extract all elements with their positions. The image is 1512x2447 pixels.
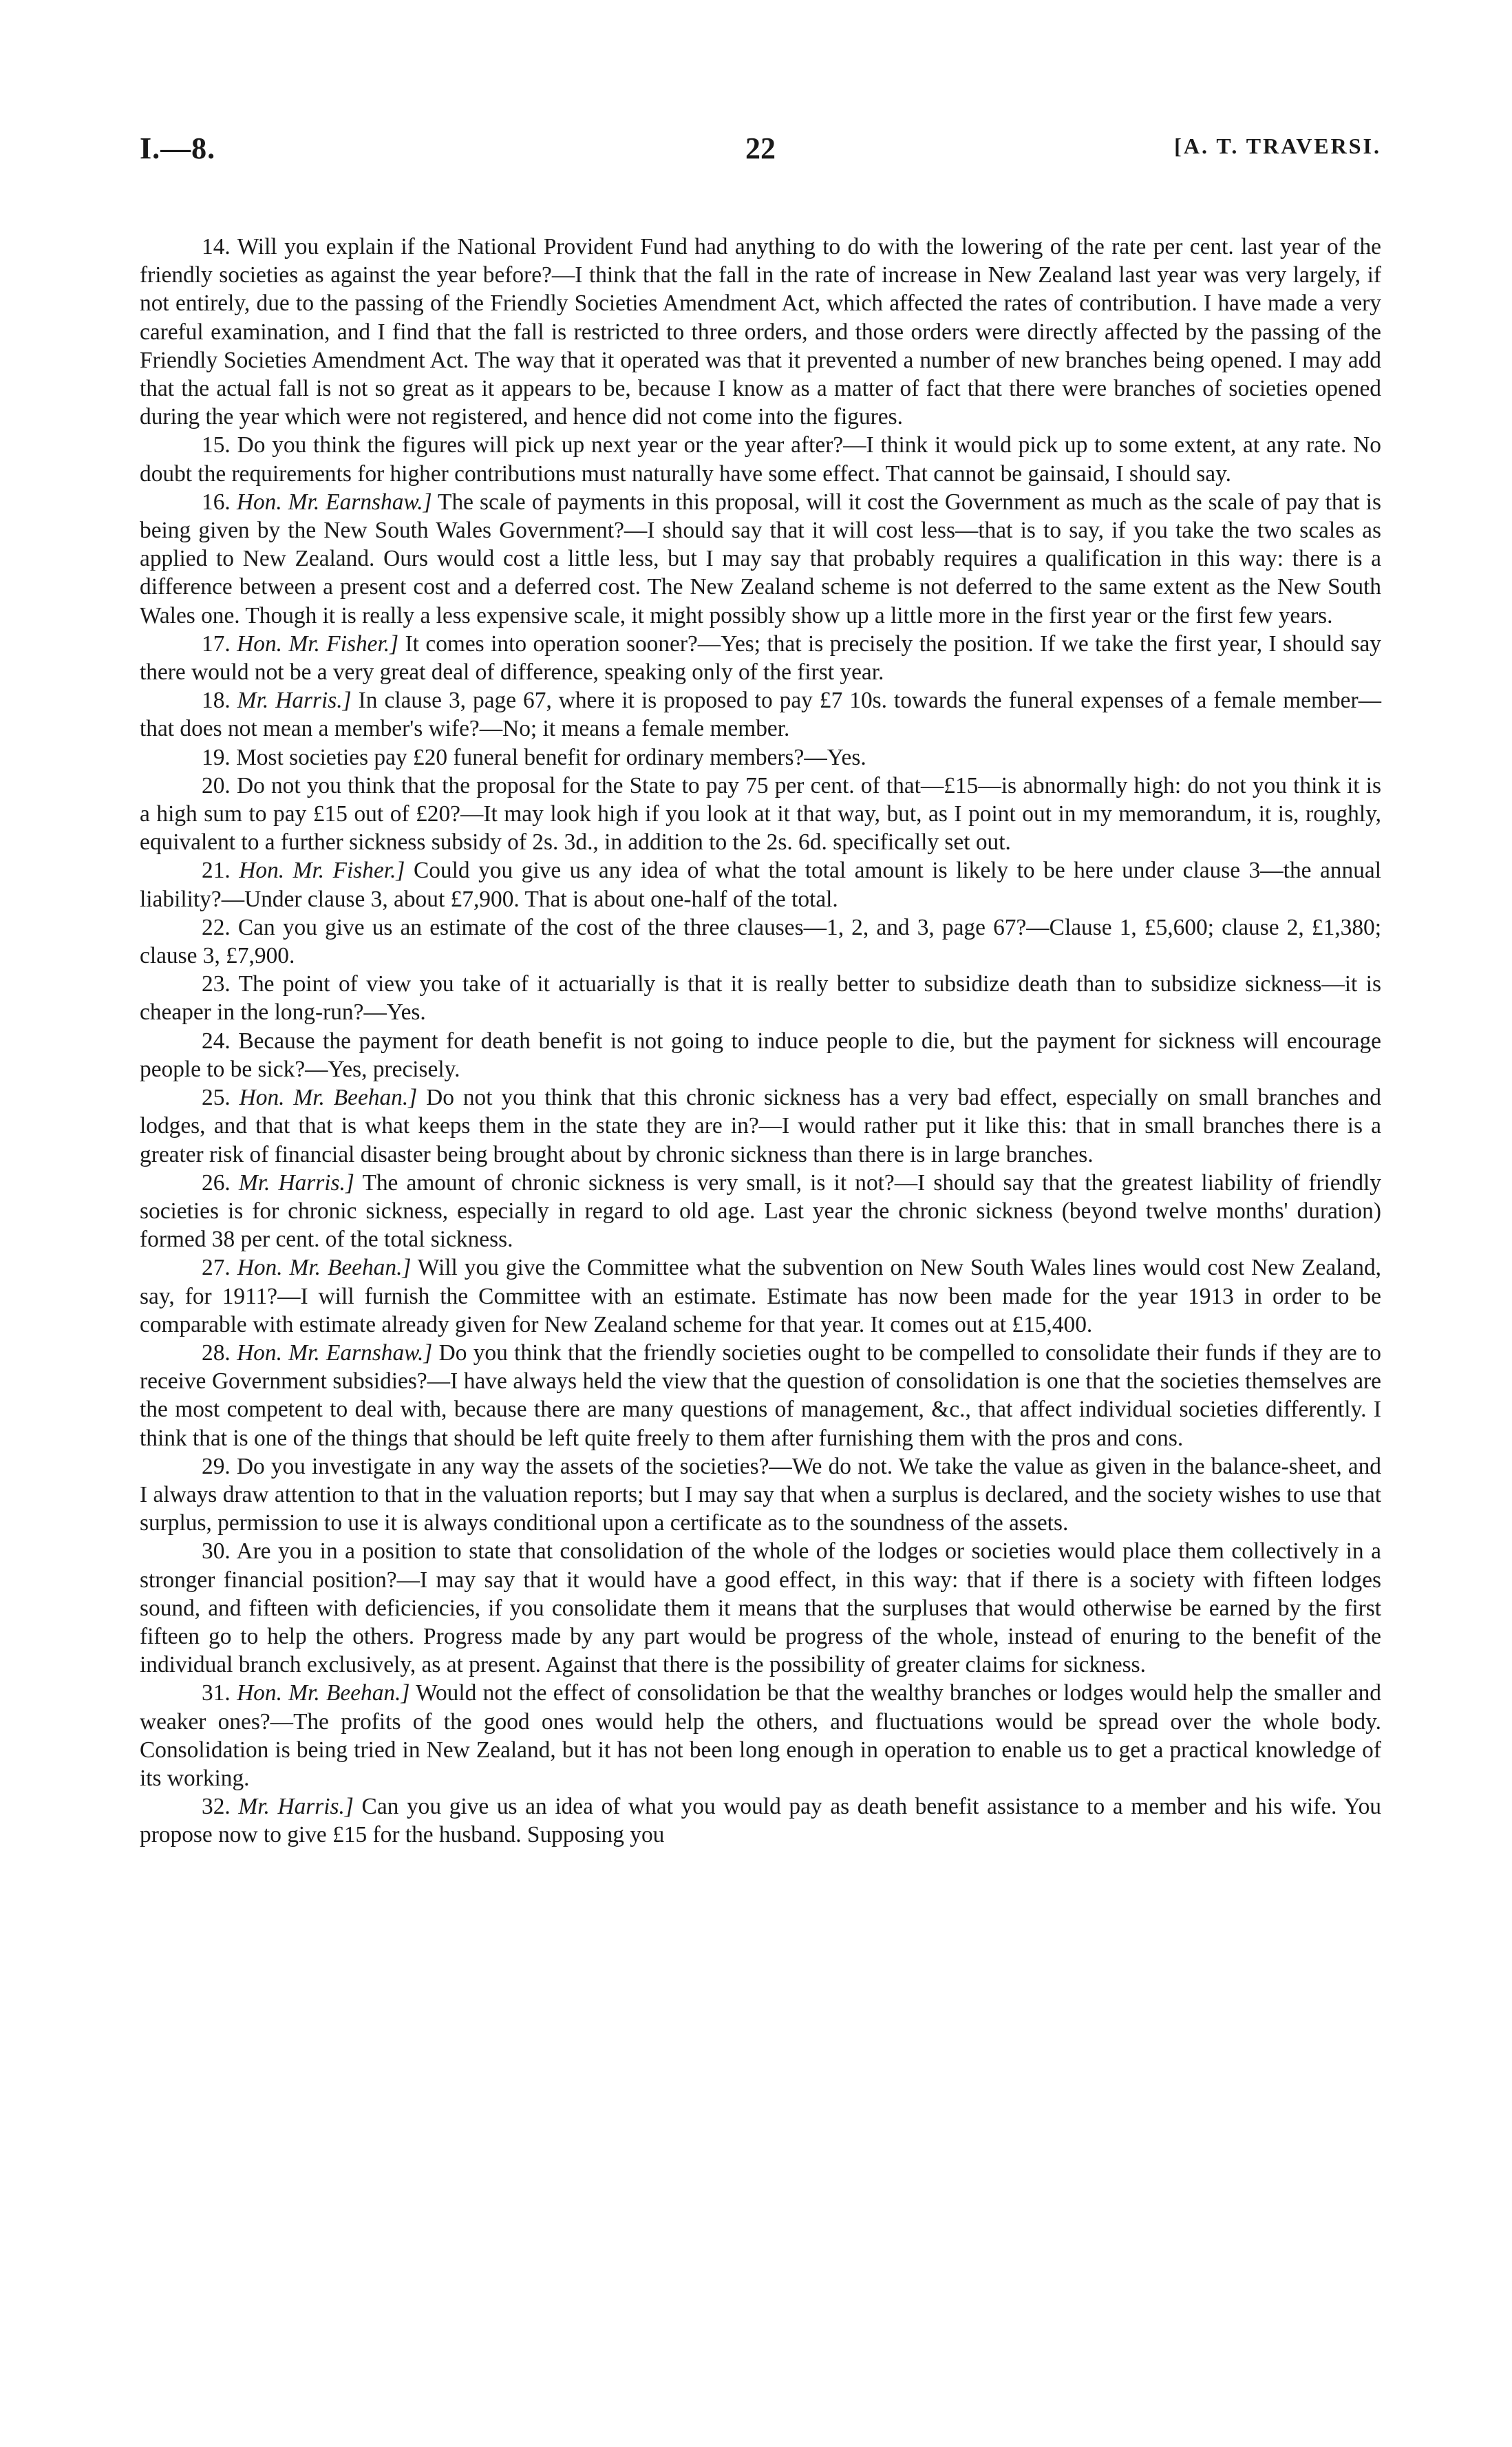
- question-paragraph: [140, 970, 1381, 1026]
- question-paragraph: [140, 630, 1381, 686]
- question-number: 19.: [202, 744, 231, 770]
- question-answer-text: Can you give us an idea of what you would pay as death benefit assistance to a member and his wife. You propose now to give £15 for the husband. Supposing you: [140, 1794, 1381, 1848]
- question-answer-text: The amount of chronic sickness is very small, is it not?—I should say that the greatest liability of friendly societies is for chronic sickness, especially in regard to old age. Last year the chronic sickness (beyond twelve months' duration) formed 38 per cent. of the total sickness.: [140, 1169, 1381, 1253]
- witness-name: [A. T. TRAVERSI.: [1174, 134, 1381, 158]
- question-answer-text: It comes into operation sooner?—Yes; that is precisely the position. If we take the first year, I should say there would not be a very great deal of difference, speaking only of the first year.: [140, 631, 1381, 686]
- question-answer-text: Most societies pay £20 funeral benefit for ordinary members?—Yes.: [236, 744, 866, 770]
- question-paragraph: [140, 1792, 1381, 1849]
- question-number: 32.: [202, 1794, 231, 1820]
- question-number: 30.: [202, 1538, 231, 1565]
- question-paragraph: [140, 1537, 1381, 1679]
- question-answer-text: Will you explain if the National Provident Fund had anything to do with the lowering of the rate per cent. last year of the friendly societies as against the year before?—I think that the fall in the rate of increase in New Zealand last year was very largely, if not entirely, due to the passing of the Friendly Societies Amendment Act, which affected the rates of contribution. I have made a very careful examination, and I find that the fall is restricted to three orders, and those orders were directly affected by the passing of the Friendly Societies Amendment Act. The way that it operated was that it prevented a number of new branches being opened. I may add that the actual fall is not so great as it appears to be, because I know as a matter of fact that there were branches of societies opened during the year which were not registered, and hence did not come into the figures.: [140, 234, 1382, 430]
- speaker-name: Hon. Mr. Beehan.]: [237, 1680, 410, 1706]
- question-number: 28.: [202, 1339, 231, 1366]
- question-number: 26.: [202, 1169, 231, 1196]
- question-paragraph: [140, 431, 1381, 487]
- speaker-name: Hon. Mr. Fisher.]: [239, 858, 405, 884]
- question-answer-text: Could you give us any idea of what the total amount is likely to be here under clause 3—the annual liability?—Under clause 3, about £7,900. That is about one-half of the total.: [140, 858, 1381, 912]
- evidence-body: [140, 233, 1381, 1850]
- question-answer-text: Will you give the Committee what the subvention on New South Wales lines would cost New Zealand, say, for 1911?—I will furnish the Committee with an estimate. Estimate has now been made for the year 1913 in order to be comparable with estimate already given for New Zealand scheme for that year. It comes out at £15,400.: [140, 1255, 1381, 1337]
- speaker-name: Hon. Mr. Earnshaw.]: [236, 489, 432, 515]
- speaker-name: Hon. Mr. Beehan.]: [237, 1255, 412, 1281]
- question-answer-text: Do not you think that this chronic sickness has a very bad effect, especially on small branches and lodges, and that that is what keeps them in the state they are in?—I would rather put it like this: that in small branches there is a greater risk of financial disaster being brought about by chronic sickness than there is in large branches.: [140, 1085, 1381, 1167]
- question-paragraph: [140, 488, 1381, 630]
- question-number: 17.: [202, 631, 231, 657]
- question-paragraph: [140, 1679, 1381, 1792]
- question-number: 23.: [202, 971, 231, 997]
- question-answer-text: Are you in a position to state that consolidation of the whole of the lodges or societies would place them collectively in a stronger financial position?—I may say that it would have a good effect, in this way: that if there is a society with fifteen lodges sound, and fifteen with deficiencies, if you consolidate them it means that the surpluses that would otherwise be earned by the first fifteen go to help the others. Progress made by any part would be progress of the whole, instead of enuring to the benefit of the individual branch exclusively, as at present. Against that there is the possibility of greater claims for sickness.: [140, 1538, 1381, 1678]
- question-answer-text: Do you investigate in any way the assets of the societies?—We do not. We take the value as given in the balance-sheet, and I always draw attention to that in the valuation reports; but I may say that when a surplus is declared, and the society wishes to use that surplus, permission to use it is always conditional upon a certificate as to the soundness of the assets.: [140, 1453, 1381, 1536]
- question-paragraph: [140, 1169, 1381, 1254]
- question-paragraph: [140, 1339, 1381, 1452]
- question-number: 14.: [202, 234, 231, 259]
- question-number: 22.: [202, 914, 231, 940]
- speaker-name: Mr. Harris.]: [238, 1794, 354, 1820]
- question-number: 29.: [202, 1453, 231, 1479]
- question-paragraph: [140, 743, 1381, 772]
- question-answer-text: Do you think the figures will pick up next year or the year after?—I think it would pick up to some extent, at any rate. No doubt the requirements for higher contributions must naturally have some effect. That cannot be gainsaid, I should say.: [140, 432, 1381, 487]
- question-answer-text: In clause 3, page 67, where it is proposed to pay £7 10s. towards the funeral expenses of a female member—that does not mean a member's wife?—No; it means a female member.: [140, 688, 1381, 742]
- question-number: 24.: [202, 1028, 231, 1054]
- page-number: 22: [745, 131, 776, 165]
- question-number: 25.: [202, 1085, 231, 1111]
- question-number: 27.: [202, 1255, 231, 1281]
- question-answer-text: Can you give us an estimate of the cost of the three clauses—1, 2, and 3, page 67?—Clause 1, £5,600; clause 2, £1,380; clause 3, £7,900.: [140, 914, 1381, 969]
- speaker-name: Hon. Mr. Earnshaw.]: [237, 1339, 433, 1366]
- question-paragraph: [140, 913, 1381, 970]
- question-number: 18.: [202, 688, 231, 714]
- question-answer-text: Because the payment for death benefit is not going to induce people to die, but the payment for sickness will encourage people to be sick?—Yes, precisely.: [140, 1028, 1381, 1082]
- question-answer-text: Do you think that the friendly societies ought to be compelled to consolidate their funds if they are to receive Government subsidies?—I have always held the view that the question of consolidation is one that the societies themselves are the most competent to deal with, because there are many questions of management, &c., that affect individual societies differently. I think that is one of the things that should be left quite freely to them after furnishing them with the pros and cons.: [140, 1339, 1381, 1451]
- question-answer-text: Would not the effect of consolidation be that the wealthy branches or lodges would help the smaller and weaker ones?—The profits of the good ones would help the others, and fluctuations would be spread over the whole body. Consolidation is being tried in New Zealand, but it has not been long enough in operation to enable us to get a practical knowledge of its working.: [140, 1680, 1381, 1791]
- question-number: 21.: [202, 858, 231, 884]
- question-paragraph: [140, 772, 1381, 857]
- question-paragraph: [140, 686, 1381, 743]
- question-paragraph: [140, 1253, 1381, 1339]
- parliamentary-paper-reference: I.—8.: [140, 131, 216, 165]
- speaker-name: Hon. Mr. Fisher.]: [237, 631, 399, 657]
- speaker-name: Hon. Mr. Beehan.]: [239, 1085, 418, 1111]
- question-paragraph: [140, 856, 1381, 913]
- question-number: 20.: [202, 772, 231, 798]
- question-answer-text: The scale of payments in this proposal, will it cost the Government as much as the scale of pay that is being given by the New South Wales Government?—I should say that it will cost less—that is to say, if you take the two scales as applied to New Zealand. Ours would cost a little less, but I may say that probably requires a qualification in this way: there is a difference between a present cost and a deferred cost. The New Zealand scheme is not deferred to the same extent as the New South Wales one. Though it is really a less expensive scale, it might possibly show up a little more in the first year or the first few years.: [140, 489, 1382, 628]
- question-number: 15.: [202, 432, 231, 458]
- question-paragraph: [140, 1083, 1381, 1169]
- speaker-name: Mr. Harris.]: [237, 688, 352, 714]
- speaker-name: Mr. Harris.]: [238, 1169, 354, 1196]
- question-paragraph: [140, 1027, 1381, 1083]
- question-answer-text: Do not you think that the proposal for the State to pay 75 per cent. of that—£15—is abnormally high: do not you think it is a high sum to pay £15 out of £20?—It may look high if you look at it that way, but, as I point out in my memorandum, it is, roughly, equivalent to a further sickness subsidy of 2s. 3d., in addition to the 2s. 6d. specifically set out.: [140, 772, 1381, 856]
- question-paragraph: [140, 233, 1381, 431]
- page-header: [140, 131, 1381, 193]
- question-answer-text: The point of view you take of it actuarially is that it is really better to subsidize death than to subsidize sickness—it is cheaper in the long-run?—Yes.: [140, 971, 1381, 1026]
- question-paragraph: [140, 1452, 1381, 1538]
- question-number: 31.: [202, 1680, 231, 1706]
- question-number: 16.: [202, 489, 231, 515]
